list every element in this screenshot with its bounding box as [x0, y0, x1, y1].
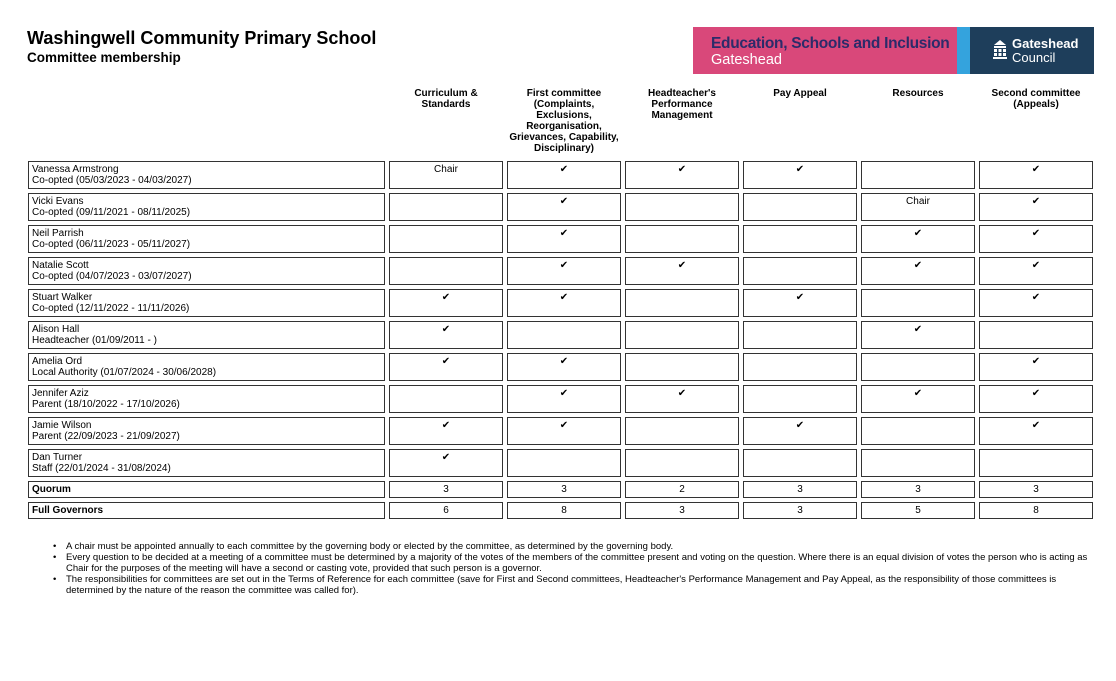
note-item: • Every question to be decided at a meeting of a committee must be determined by a majority of the votes of the members of the committee present and voting on the question. Where there is an equal division of votes the person who is acting as Chair for the purposes of the meeting will have a second or casting vote, provided that such person is a governor.: [66, 552, 1096, 574]
tick-mark: ✔: [979, 353, 1093, 381]
tick-mark: ✔: [389, 321, 503, 349]
member-name: Neil Parrish: [32, 228, 84, 239]
total-value: 8: [507, 502, 621, 519]
empty-cell: [625, 353, 739, 381]
note-item: • A chair must be appointed annually to each committee by the governing body or elected by the committee, as determined by the governing body.: [66, 541, 1096, 552]
tick-mark: ✔: [861, 321, 975, 349]
member-name: Amelia Ord: [32, 356, 83, 367]
tick-mark: ✔: [979, 161, 1093, 189]
empty-cell: [861, 417, 975, 445]
member-cell: [28, 289, 385, 317]
member-cell: [28, 257, 385, 285]
member-cell: [28, 161, 385, 189]
member-name: Jennifer Aziz: [32, 388, 89, 399]
note-item: • The responsibilities for committees are set out in the Terms of Reference for each committee (save for First and Second committees, Headteacher's Performance Management and Pay Appeal, as the responsibility of those committees is determined by the nature of the reason the committee was called for).: [66, 574, 1096, 596]
column-header: Headteacher's Performance Management: [648, 88, 716, 121]
tick-mark: ✔: [507, 161, 621, 189]
tick-mark: ✔: [507, 385, 621, 413]
total-value: 3: [507, 481, 621, 498]
column-header: Resources: [892, 88, 944, 99]
council-name: Gateshead: [1012, 36, 1079, 51]
tick-mark: ✔: [861, 225, 975, 253]
tick-mark: ✔: [507, 353, 621, 381]
page-title: Washingwell Community Primary School: [27, 28, 377, 48]
empty-cell: [743, 321, 857, 349]
total-value: 3: [861, 481, 975, 498]
notes-list: [66, 541, 1096, 596]
member-cell: [28, 193, 385, 221]
member-name: Stuart Walker: [32, 292, 93, 303]
member-role: Co-opted (05/03/2023 - 04/03/2027): [32, 175, 192, 186]
empty-cell: [389, 385, 503, 413]
tick-mark: ✔: [389, 353, 503, 381]
total-value: 3: [389, 481, 503, 498]
empty-cell: [507, 449, 621, 477]
chair-mark: Chair: [861, 193, 975, 221]
empty-cell: [625, 417, 739, 445]
council-logo: [970, 27, 1094, 74]
member-role: Local Authority (01/07/2024 - 30/06/2028): [32, 367, 217, 378]
tick-mark: ✔: [625, 385, 739, 413]
total-value: 3: [625, 502, 739, 519]
member-role: Headteacher (01/09/2011 - ): [32, 335, 157, 346]
empty-cell: [389, 257, 503, 285]
empty-cell: [625, 321, 739, 349]
tick-mark: ✔: [979, 225, 1093, 253]
empty-cell: [743, 385, 857, 413]
empty-cell: [507, 321, 621, 349]
total-label: Full Governors: [28, 502, 385, 519]
member-role: Co-opted (12/11/2022 - 11/11/2026): [32, 303, 190, 314]
tick-mark: ✔: [507, 225, 621, 253]
tick-mark: ✔: [743, 417, 857, 445]
tick-mark: ✔: [979, 257, 1093, 285]
empty-cell: [979, 449, 1093, 477]
empty-cell: [625, 449, 739, 477]
page-subtitle: Committee membership: [27, 50, 181, 65]
tick-mark: ✔: [743, 289, 857, 317]
empty-cell: [743, 225, 857, 253]
column-header: Second committee (Appeals): [991, 88, 1081, 110]
member-cell: [28, 417, 385, 445]
empty-cell: [625, 193, 739, 221]
column-header: Pay Appeal: [773, 88, 827, 99]
member-cell: [28, 321, 385, 349]
empty-cell: [625, 289, 739, 317]
member-role: Co-opted (04/07/2023 - 03/07/2027): [32, 271, 192, 282]
empty-cell: [861, 449, 975, 477]
education-brand-banner: [693, 27, 957, 74]
brand-line-1: Education, Schools and Inclusion: [711, 35, 950, 52]
member-name: Jamie Wilson: [32, 420, 92, 431]
total-value: 8: [979, 502, 1093, 519]
tick-mark: ✔: [389, 417, 503, 445]
column-header: First committee (Complaints, Exclusions, Reorganisation, Grievances, Capability, Disciplinary): [509, 88, 619, 154]
column-header: Curriculum & Standards: [414, 88, 478, 110]
member-cell: [28, 225, 385, 253]
total-value: 3: [743, 481, 857, 498]
empty-cell: [625, 225, 739, 253]
tick-mark: ✔: [507, 193, 621, 221]
brand-line-2: Gateshead: [711, 52, 782, 68]
total-value: 2: [625, 481, 739, 498]
tick-mark: ✔: [507, 417, 621, 445]
tick-mark: ✔: [861, 257, 975, 285]
empty-cell: [389, 225, 503, 253]
member-role: Parent (18/10/2022 - 17/10/2026): [32, 399, 180, 410]
member-role: Co-opted (09/11/2021 - 08/11/2025): [32, 207, 191, 218]
member-name: Natalie Scott: [32, 260, 89, 271]
total-label: Quorum: [28, 481, 385, 498]
member-name: Dan Turner: [32, 452, 83, 463]
member-cell: [28, 353, 385, 381]
member-role: Parent (22/09/2023 - 21/09/2027): [32, 431, 180, 442]
tick-mark: ✔: [743, 161, 857, 189]
member-role: Co-opted (06/11/2023 - 05/11/2027): [32, 239, 191, 250]
tick-mark: ✔: [979, 289, 1093, 317]
empty-cell: [389, 193, 503, 221]
header-blank-cell: [28, 88, 385, 161]
member-name: Alison Hall: [32, 324, 80, 335]
tick-mark: ✔: [389, 449, 503, 477]
empty-cell: [861, 289, 975, 317]
member-cell: [28, 449, 385, 477]
member-name: Vanessa Armstrong: [32, 164, 119, 175]
total-value: 6: [389, 502, 503, 519]
total-value: 3: [979, 481, 1093, 498]
total-value: 5: [861, 502, 975, 519]
empty-cell: [743, 353, 857, 381]
tick-mark: ✔: [507, 257, 621, 285]
chair-mark: Chair: [389, 161, 503, 189]
tick-mark: ✔: [861, 385, 975, 413]
committee-membership-table: [28, 88, 1093, 523]
empty-cell: [861, 161, 975, 189]
council-building-icon: [992, 38, 1008, 60]
tick-mark: ✔: [979, 417, 1093, 445]
tick-mark: ✔: [625, 257, 739, 285]
member-name: Vicki Evans: [32, 196, 84, 207]
empty-cell: [743, 193, 857, 221]
member-role: Staff (22/01/2024 - 31/08/2024): [32, 463, 171, 474]
tick-mark: ✔: [389, 289, 503, 317]
council-word: Council: [1012, 50, 1056, 65]
total-value: 3: [743, 502, 857, 519]
empty-cell: [743, 257, 857, 285]
tick-mark: ✔: [625, 161, 739, 189]
tick-mark: ✔: [979, 193, 1093, 221]
tick-mark: ✔: [507, 289, 621, 317]
brand-stripe: [957, 27, 970, 74]
empty-cell: [743, 449, 857, 477]
member-cell: [28, 385, 385, 413]
empty-cell: [979, 321, 1093, 349]
empty-cell: [861, 353, 975, 381]
tick-mark: ✔: [979, 385, 1093, 413]
